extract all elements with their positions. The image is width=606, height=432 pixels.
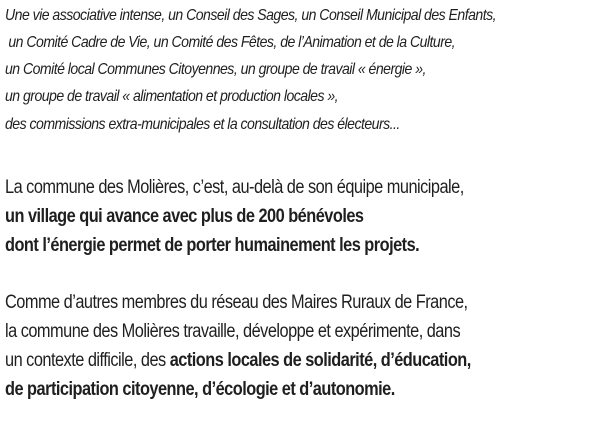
intro-line-3: un Comité local Communes Citoyennes, un groupe de travail « énergie », bbox=[5, 61, 426, 78]
intro-line-2: un Comité Cadre de Vie, un Comité des Fêtes, de l’Animation et de la Culture, bbox=[5, 34, 456, 51]
paragraph-2-line-4: de participation citoyenne, d’écologie et d’autonomie. bbox=[5, 379, 395, 400]
paragraph-2-line-3 bbox=[5, 349, 471, 372]
paragraph-2-line-1: Comme d’autres membres du réseau des Maires Ruraux de France, bbox=[5, 292, 468, 313]
paragraph-2-line-3-bold: actions locales de solidarité, d’éducation, bbox=[169, 350, 471, 371]
paragraph-2-line-3-regular: un contexte difficile, des bbox=[5, 350, 170, 371]
intro-line-5: des commissions extra-municipales et la consultation des électeurs... bbox=[5, 116, 400, 133]
paragraph-1-line-1: La commune des Molières, c’est, au-delà de son équipe municipale, bbox=[5, 177, 464, 198]
intro-line-4: un groupe de travail « alimentation et production locales », bbox=[5, 88, 339, 105]
paragraph-1-line-3: dont l’énergie permet de porter humainement les projets. bbox=[5, 235, 420, 256]
paragraph-2-line-2: la commune des Molières travaille, développe et expérimente, dans bbox=[5, 321, 461, 342]
paragraph-1-line-2: un village qui avance avec plus de 200 bénévoles bbox=[5, 206, 364, 227]
intro-line-1: Une vie associative intense, un Conseil des Sages, un Conseil Municipal des Enfants, bbox=[5, 7, 496, 24]
